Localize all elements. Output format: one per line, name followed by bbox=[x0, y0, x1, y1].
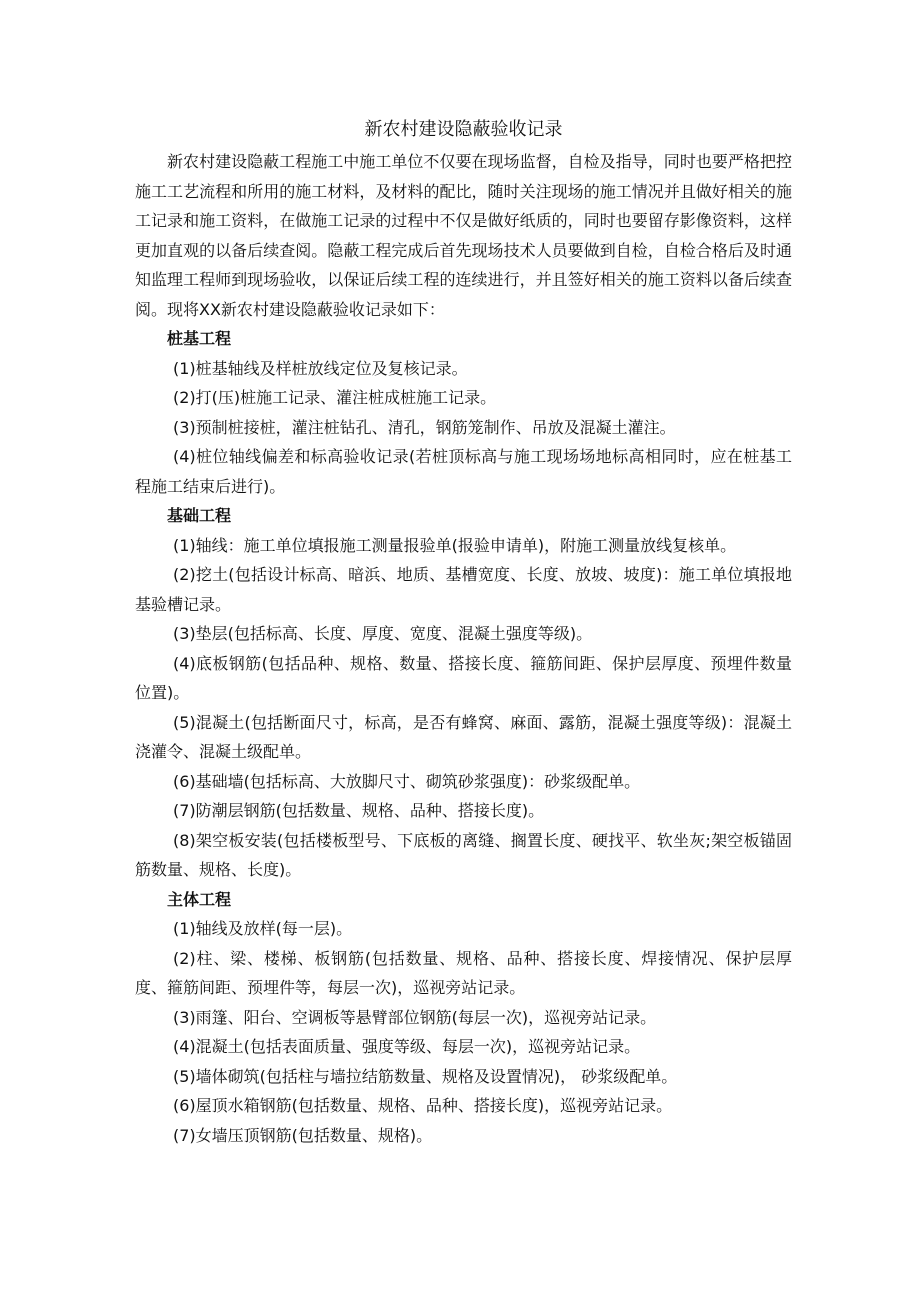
list-item: (7)防潮层钢筋(包括数量、规格、品种、搭接长度)。 bbox=[173, 801, 545, 820]
section-heading: 主体工程 bbox=[167, 889, 232, 909]
document-title: 新农村建设隐蔽验收记录 bbox=[364, 119, 563, 140]
list-item: (1)桩基轴线及样桩放线定位及复核记录。 bbox=[173, 358, 468, 378]
section-main-structure bbox=[135, 885, 792, 1151]
list-item: (1)轴线及放样(每一层)。 bbox=[173, 919, 353, 938]
list-item: (2)打(压)桩施工记录、灌注桩成桩施工记录。 bbox=[173, 388, 497, 407]
list-item: (6)屋顶水箱钢筋(包括数量、规格、品种、搭接长度)，巡视旁站记录。 bbox=[173, 1096, 673, 1115]
document-body bbox=[135, 117, 792, 1150]
list-item: (3)雨篷、阳台、空调板等悬臂部位钢筋(每层一次)，巡视旁站记录。 bbox=[173, 1007, 657, 1027]
intro-paragraph: 新农村建设隐蔽工程施工中施工单位不仅要在现场监督，自检及指导，同时也要严格把控施工工艺流程和所用的施工材料，及材料的配比，随时关注现场的施工情况并且做好相关的施工记录和施工资料，在做施工记录的过程中不仅是做好纸质的，同时也要留存影像资料，这样更加直观的以备后续查阅。隐蔽工程完成后首先现场技术人员要做到自检，自检合格后及时通知监理工程师到现场验收，以保证后续工程的连续进行，并且签好相关的施工资料以备后续查阅。现将XX新农村建设隐蔽验收记录如下： bbox=[135, 152, 792, 319]
list-item: (2)柱、梁、楼梯、板钢筋(包括数量、规格、品种、搭接长度、焊接情况、保护层厚度、箍筋间距、预埋件等，每层一次)，巡视旁站记录。 bbox=[135, 948, 792, 997]
list-item: (3)预制桩接桩，灌注桩钻孔、清孔，钢筋笼制作、吊放及混凝土灌注。 bbox=[173, 417, 676, 437]
list-item: (6)基础墙(包括标高、大放脚尺寸、砌筑砂浆强度)：砂浆级配单。 bbox=[173, 771, 641, 791]
section-pile-foundation bbox=[135, 324, 792, 501]
list-item: (7)女墙压顶钢筋(包括数量、规格)。 bbox=[173, 1125, 433, 1145]
section-heading: 桩基工程 bbox=[167, 329, 232, 348]
list-item: (5)混凝土(包括断面尺寸，标高，是否有蜂窝、麻面、露筋，混凝土强度等级)：混凝土浇灌令、混凝土级配单。 bbox=[135, 712, 792, 761]
list-item: (4)桩位轴线偏差和标高验收记录(若桩顶标高与施工现场场地标高相同时，应在桩基工程施工结束后进行)。 bbox=[135, 447, 792, 496]
list-item: (5)墙体砌筑(包括柱与墙拉结筋数量、规格及设置情况)， 砂浆级配单。 bbox=[173, 1066, 678, 1086]
list-item: (3)垫层(包括标高、长度、厚度、宽度、混凝土强度等级)。 bbox=[173, 624, 593, 643]
list-item: (8)架空板安装(包括楼板型号、下底板的离缝、搁置长度、硬找平、软坐灰;架空板锚固筋数量、规格、长度)。 bbox=[135, 830, 792, 879]
section-heading: 基础工程 bbox=[167, 506, 232, 525]
list-item: (1)轴线：施工单位填报施工测量报验单(报验申请单)，附施工测量放线复核单。 bbox=[173, 535, 737, 555]
list-item: (4)底板钢筋(包括品种、规格、数量、搭接长度、箍筋间距、保护层厚度、预埋件数量位置)。 bbox=[135, 653, 792, 702]
section-foundation bbox=[135, 501, 792, 885]
list-item: (4)混凝土(包括表面质量、强度等级、每层一次)，巡视旁站记录。 bbox=[173, 1037, 641, 1056]
list-item: (2)挖土(包括设计标高、暗浜、地质、基槽宽度、长度、放坡、坡度)：施工单位填报地基验槽记录。 bbox=[135, 565, 792, 614]
